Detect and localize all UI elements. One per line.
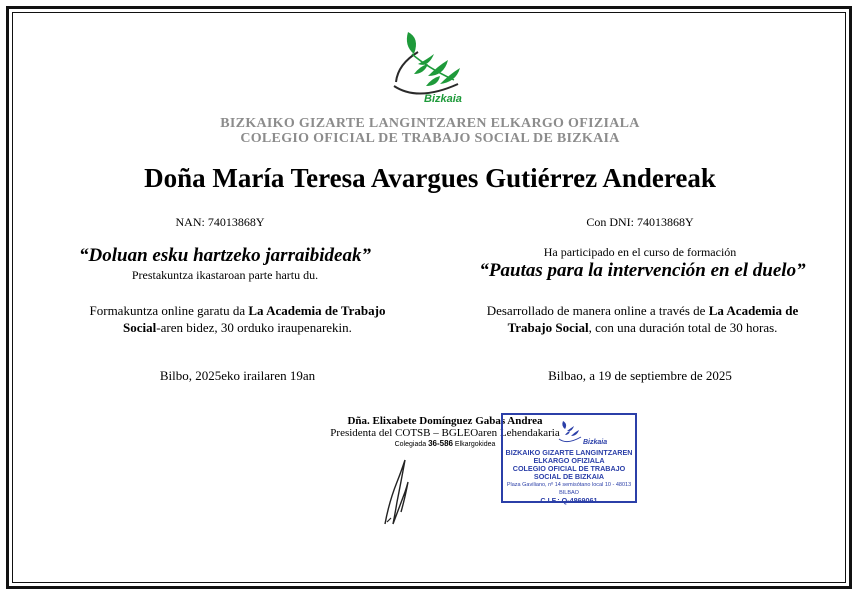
spanish-id-line: Con DNI: 74013868Y [586,215,694,229]
signatory-number-post: Elkargokidea [452,441,496,448]
basque-id-line: NAN: 74013868Y [175,215,265,229]
org-name-basque: BIZKAIKO GIZARTE LANGINTZAREN ELKARGO OFIZIALA [220,116,640,131]
stamp-line1: BIZKAIKO GIZARTE LANGINTZAREN [505,448,633,457]
stamp-line2: ELKARGO OFIZIALA [533,456,605,465]
bizkaia-leaf-logo-icon [388,24,472,108]
official-stamp [501,413,637,503]
stamp-text [503,449,635,505]
org-name-spanish: COLEGIO OFICIAL DE TRABAJO SOCIAL DE BIZKAIA [240,131,620,146]
spanish-participation: Ha participado en el curso de formación [543,245,737,259]
spanish-desc-pre: Desarrollado de manera online a través de [486,303,709,318]
basque-course-title: “Doluan esku hartzeko jarraibideak” [79,245,371,266]
basque-desc-post: -aren bidez, 30 orduko iraupenarekin. [156,320,352,335]
spanish-description [465,302,820,336]
handwritten-signature [375,452,435,532]
stamp-line4: SOCIAL DE BIZKAIA [533,472,605,481]
logo-text: Bizkaia [424,93,462,105]
basque-place-date: Bilbo, 2025eko irailaren 19an [159,368,316,383]
basque-desc-pre: Formakuntza online garatu da [89,303,249,318]
basque-desc-academy: La Academia de Trabajo Social [123,303,386,335]
stamp-line3: COLEGIO OFICIAL DE TRABAJO [512,464,626,473]
signatory-number-value: 36-586 [428,439,453,448]
signatory-name: Dña. Elixabete Domínguez Gabas Andrea [347,415,543,427]
basque-participation: Prestakuntza ikastaroan parte hartu du. [131,268,319,282]
signatory-role: Presidenta del COTSB – BGLEOaren Lehendakaria [330,427,560,439]
spanish-place-date: Bilbao, a 19 de septiembre de 2025 [548,368,732,383]
signatory-number-pre: Colegiada [394,441,429,448]
stamp-cif: C.I.F.: Q-4869061 [540,496,598,505]
basque-description [70,302,405,336]
spanish-course-title: “Pautas para la intervención en el duelo” [479,260,806,281]
spanish-desc-post: , con una duración total de 30 horas. [588,320,778,335]
stamp-leaf-icon [555,417,585,447]
stamp-logo-text: Bizkaia [583,439,608,446]
stamp-address: Plaza Gaviliano, nº 14 semisótano local 10 - 48013 BILBAO [506,482,632,496]
spanish-desc-academy: La Academia de Trabajo Social [507,303,799,335]
recipient-name: Doña María Teresa Avargues Gutiérrez Andereak [144,163,716,193]
